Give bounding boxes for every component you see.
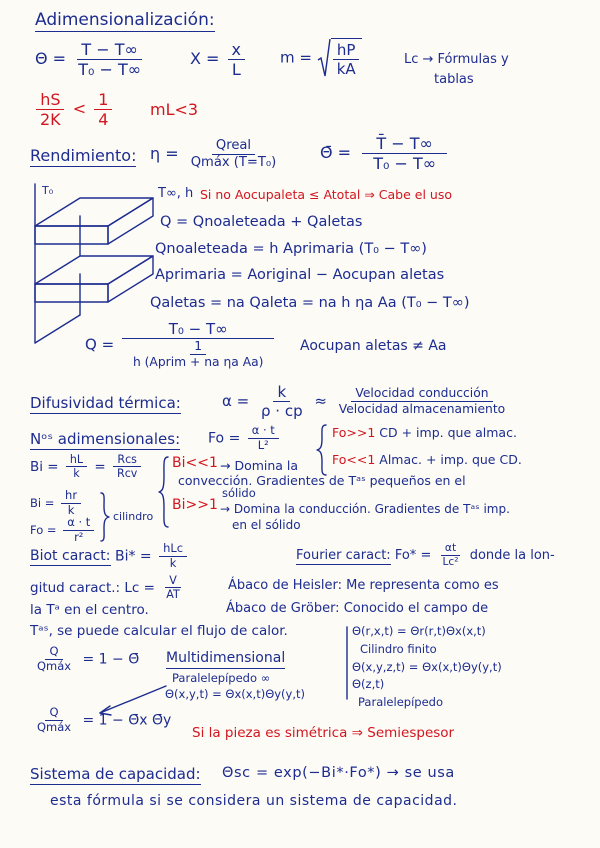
heat-ratio-2d-fraction <box>33 706 75 735</box>
biot-equals: = <box>94 458 106 475</box>
alpha-numerator: k <box>273 383 290 402</box>
section-heading-difusividad: Difusividad térmica: <box>30 394 181 412</box>
heat-ratio-equation <box>30 645 139 674</box>
biot-lhs: Bi = <box>30 458 59 475</box>
fourier-numerator: α · t <box>248 424 279 439</box>
fourier-case-large-label: Fo>>1 <box>332 425 376 440</box>
biot-characteristic <box>30 542 190 571</box>
eta-fraction <box>187 138 281 171</box>
biot-denominator: k <box>73 467 80 481</box>
parallelepiped-equation-continuation: Θ(z,t) <box>352 677 385 691</box>
biot-definition <box>30 453 144 481</box>
cylinder-brace <box>100 492 110 542</box>
biot-characteristic-fraction <box>159 542 187 571</box>
fourier-characteristic-numerator: αt <box>441 542 460 556</box>
theta-fraction <box>74 40 145 79</box>
heat-ratio-2d-numerator: Q <box>45 706 62 721</box>
biot-case-large-line-1: → Domina la conducción. Gradientes de Tᵃˢ imp. <box>220 502 510 516</box>
fourier-cases-brace <box>316 424 328 476</box>
theta-definition <box>35 40 148 79</box>
section-heading-rendimiento: Rendimiento: <box>30 146 136 167</box>
q-resistance-equation <box>85 320 277 370</box>
condition-numerator: hS <box>36 90 64 110</box>
biot-resistance-numerator: Rcs <box>113 453 141 467</box>
finite-cylinder-equation: Θ(r,x,t) = Θr(r,t)Θx(x,t) <box>352 624 486 638</box>
area-note: Aocupan aletas ≠ Aa <box>300 338 447 354</box>
x-denominator: L <box>231 60 241 80</box>
alpha-definition <box>222 383 512 420</box>
theta-bar-denominator: T₀ − T∞ <box>373 154 437 174</box>
biot-numerator: hL <box>66 453 87 467</box>
cylinder-fourier-denominator: r² <box>74 529 84 544</box>
grober-chart-note: Ábaco de Gröber: Conocido el campo de <box>226 601 489 616</box>
biot-characteristic-lhs: Bi* = <box>114 548 152 565</box>
cylinder-fourier-numerator: α · t <box>63 516 94 531</box>
multidimensional-heading: Multidimensional <box>166 650 285 669</box>
symmetry-note: Si la pieza es simétrica ⇒ Semiespesor <box>192 725 455 741</box>
velocity-ratio <box>335 386 509 417</box>
fourier-characteristic <box>296 542 555 569</box>
q-resistance-inner-denominator: h (Aprim + na ηa Aa) <box>132 354 264 369</box>
fourier-case-small <box>332 452 522 467</box>
biot-case-small-line-1: → Domina la <box>220 458 299 473</box>
eta-definition <box>150 138 283 171</box>
cylinder-biot-fraction <box>61 489 81 518</box>
section-heading-adimensionales: Nᵒˢ adimensionales: <box>30 430 181 448</box>
cylinder-fourier-lhs: Fo = <box>30 522 57 537</box>
cylinder-biot-denominator: k <box>67 502 75 517</box>
theta-bar-lhs: Θ̄ = <box>320 143 352 163</box>
alpha-denominator: ρ · cp <box>261 402 303 420</box>
theta-bar-numerator: T̄ − T∞ <box>362 134 446 154</box>
biot-characteristic-heading: Biot caract: <box>30 548 111 565</box>
lc-note-line-2: tablas <box>434 72 474 87</box>
biot-case-small-line-3: sólido <box>222 486 256 500</box>
q-total-equation: Q = Qnoaleteada + Qaletas <box>160 214 363 230</box>
heat-ratio-2d-denominator: Qmáx <box>37 719 72 734</box>
m-definition <box>280 38 362 78</box>
velocity-ratio-denominator: Velocidad almacenamiento <box>338 402 506 416</box>
biot-fraction <box>66 453 87 481</box>
fourier-lhs: Fo = <box>208 430 241 447</box>
theta-bar-fraction <box>359 134 450 173</box>
characteristic-length-lhs: gitud caract.: Lc = <box>30 579 155 596</box>
condition-fraction <box>36 90 65 129</box>
fourier-definition <box>208 424 282 453</box>
biot-characteristic-denominator: k <box>169 555 177 570</box>
eta-lhs: η = <box>150 143 179 163</box>
heat-ratio-2d-rhs: = 1 − Θ̄x Θ̄y <box>82 712 172 729</box>
biot-resistance-fraction <box>113 453 141 481</box>
eta-denominator: Qmáx (T=T₀) <box>190 154 277 170</box>
q-aletas-equation: Qaletas = na Qaleta = na h ηa Aa (T₀ − T∞) <box>150 295 470 311</box>
square-root <box>317 38 362 78</box>
theta-numerator: T − T∞ <box>77 40 141 60</box>
eta-numerator: Qreal <box>212 138 255 155</box>
heat-ratio-numerator: Q <box>45 645 62 660</box>
capacity-formula-note: esta fórmula si se considera un sistema de capacidad. <box>50 793 458 809</box>
condition-rhs-denominator: 4 <box>98 110 109 130</box>
fin-base-temperature-label: T₀ <box>42 184 54 197</box>
theta-bar-definition <box>320 134 453 173</box>
x-definition <box>190 40 248 79</box>
grober-chart-note-continuation: Tᵃˢ, se puede calcular el flujo de calor. <box>30 623 288 639</box>
biot-case-small-line-2: convección. Gradientes de Tᵃˢ pequeños en el <box>178 473 466 488</box>
condition-denominator: 2K <box>40 110 61 130</box>
m-fraction <box>333 41 360 78</box>
biot-resistance-denominator: Rcv <box>117 467 138 481</box>
ml-condition: mL<3 <box>150 100 199 119</box>
fourier-characteristic-continuation: donde la lon- <box>469 547 555 563</box>
section-heading-capacidad: Sistema de capacidad: <box>30 765 201 783</box>
cylinder-biot <box>30 489 84 518</box>
capacity-formula: Θsc = exp(−Bi*·Fo*) → se usa <box>222 765 455 781</box>
lc-note-line-1: Lc → Fórmulas y <box>404 52 509 67</box>
q-resistance-inner-numerator: 1 <box>190 339 206 355</box>
biot-case-large-label: Bi>>1 <box>172 497 218 513</box>
x-numerator: x <box>228 40 245 60</box>
infinite-parallelepiped-equation: Θ(x,y,t) = Θx(x,t)Θy(y,t) <box>165 687 306 701</box>
a-primaria-equation: Aprimaria = Aoriginal − Aocupan aletas <box>155 267 445 283</box>
fourier-case-small-text: Almac. + imp. que CD. <box>379 452 522 467</box>
cylinder-biot-numerator: hr <box>61 489 81 504</box>
heat-ratio-denominator: Qmáx <box>37 658 72 673</box>
fin-condition <box>33 90 115 129</box>
biot-case-large-line-2: en el sólido <box>232 518 301 532</box>
fourier-characteristic-denominator: Lc² <box>442 554 459 568</box>
characteristic-length-denominator: AT <box>166 588 180 602</box>
finite-cylinder-label: Cilindro finito <box>360 642 437 656</box>
heisler-chart-note-continuation: la Tᵃ en el centro. <box>30 602 149 618</box>
biot-case-small-label: Bi<<1 <box>172 455 218 471</box>
fourier-case-small-label: Fo<<1 <box>332 452 376 467</box>
characteristic-length <box>30 574 187 602</box>
infinite-parallelepiped-label: Paralelepípedo ∞ <box>172 671 271 685</box>
parallelepiped-equation: Θ(x,y,z,t) = Θx(x,t)Θy(y,t) <box>352 660 502 674</box>
m-numerator: hP <box>333 41 360 60</box>
fourier-denominator: L² <box>257 437 269 452</box>
radical-icon <box>317 38 331 78</box>
fourier-case-large <box>332 425 517 440</box>
section-heading-adimensionalizacion: Adimensionalización: <box>35 10 215 32</box>
fourier-characteristic-lhs: Fo* = <box>394 547 432 563</box>
approx-sign: ≈ <box>314 392 327 410</box>
ambient-conditions: T∞, h <box>158 186 194 201</box>
theta-denominator: T₀ − T∞ <box>78 60 142 80</box>
m-denominator: kA <box>336 59 356 78</box>
heat-ratio-fraction <box>33 645 75 674</box>
q-resistance-numerator: T₀ − T∞ <box>122 320 275 339</box>
x-lhs: X = <box>190 49 220 69</box>
m-lhs: m = <box>280 48 312 67</box>
q-resistance-inner-fraction <box>129 339 268 370</box>
cylinder-biot-lhs: Bi = <box>30 495 55 510</box>
characteristic-length-numerator: V <box>165 574 181 588</box>
cylinder-label: cilindro <box>113 510 154 523</box>
multidimensional-divider <box>345 626 349 700</box>
heisler-chart-note: Ábaco de Heisler: Me representa como es <box>228 578 499 593</box>
fourier-characteristic-fraction <box>438 542 462 569</box>
fourier-fraction <box>248 424 279 453</box>
cylinder-fourier-fraction <box>63 516 94 545</box>
q-no-aleteada-equation: Qnoaleteada = h Aprimaria (T₀ − T∞) <box>155 241 427 257</box>
q-resistance-denominator <box>122 339 275 370</box>
alpha-lhs: α = <box>222 392 250 410</box>
heat-ratio-2d-equation <box>30 706 171 735</box>
fin-area-note: Si no Aocupaleta ≤ Atotal ⇒ Cabe el uso <box>200 187 452 202</box>
q-resistance-fraction <box>122 320 275 370</box>
q-resistance-lhs: Q = <box>85 335 115 354</box>
heat-ratio-rhs: = 1 − Θ̄ <box>82 651 140 668</box>
alpha-fraction <box>257 383 307 420</box>
cylinder-fourier <box>30 516 97 545</box>
fourier-case-large-text: CD + imp. que almac. <box>379 425 517 440</box>
condition-rhs-fraction <box>94 90 112 129</box>
condition-operator: < <box>72 99 87 119</box>
x-fraction <box>228 40 245 79</box>
characteristic-length-fraction <box>162 574 183 602</box>
fourier-characteristic-heading: Fourier caract: <box>296 547 391 563</box>
biot-cases-brace <box>158 456 170 528</box>
velocity-ratio-numerator: Velocidad conducción <box>351 386 492 402</box>
biot-characteristic-numerator: hLc <box>159 542 187 557</box>
condition-rhs-numerator: 1 <box>94 90 112 110</box>
parallelepiped-label: Paralelepípedo <box>358 695 443 709</box>
theta-lhs: Θ = <box>35 49 67 69</box>
